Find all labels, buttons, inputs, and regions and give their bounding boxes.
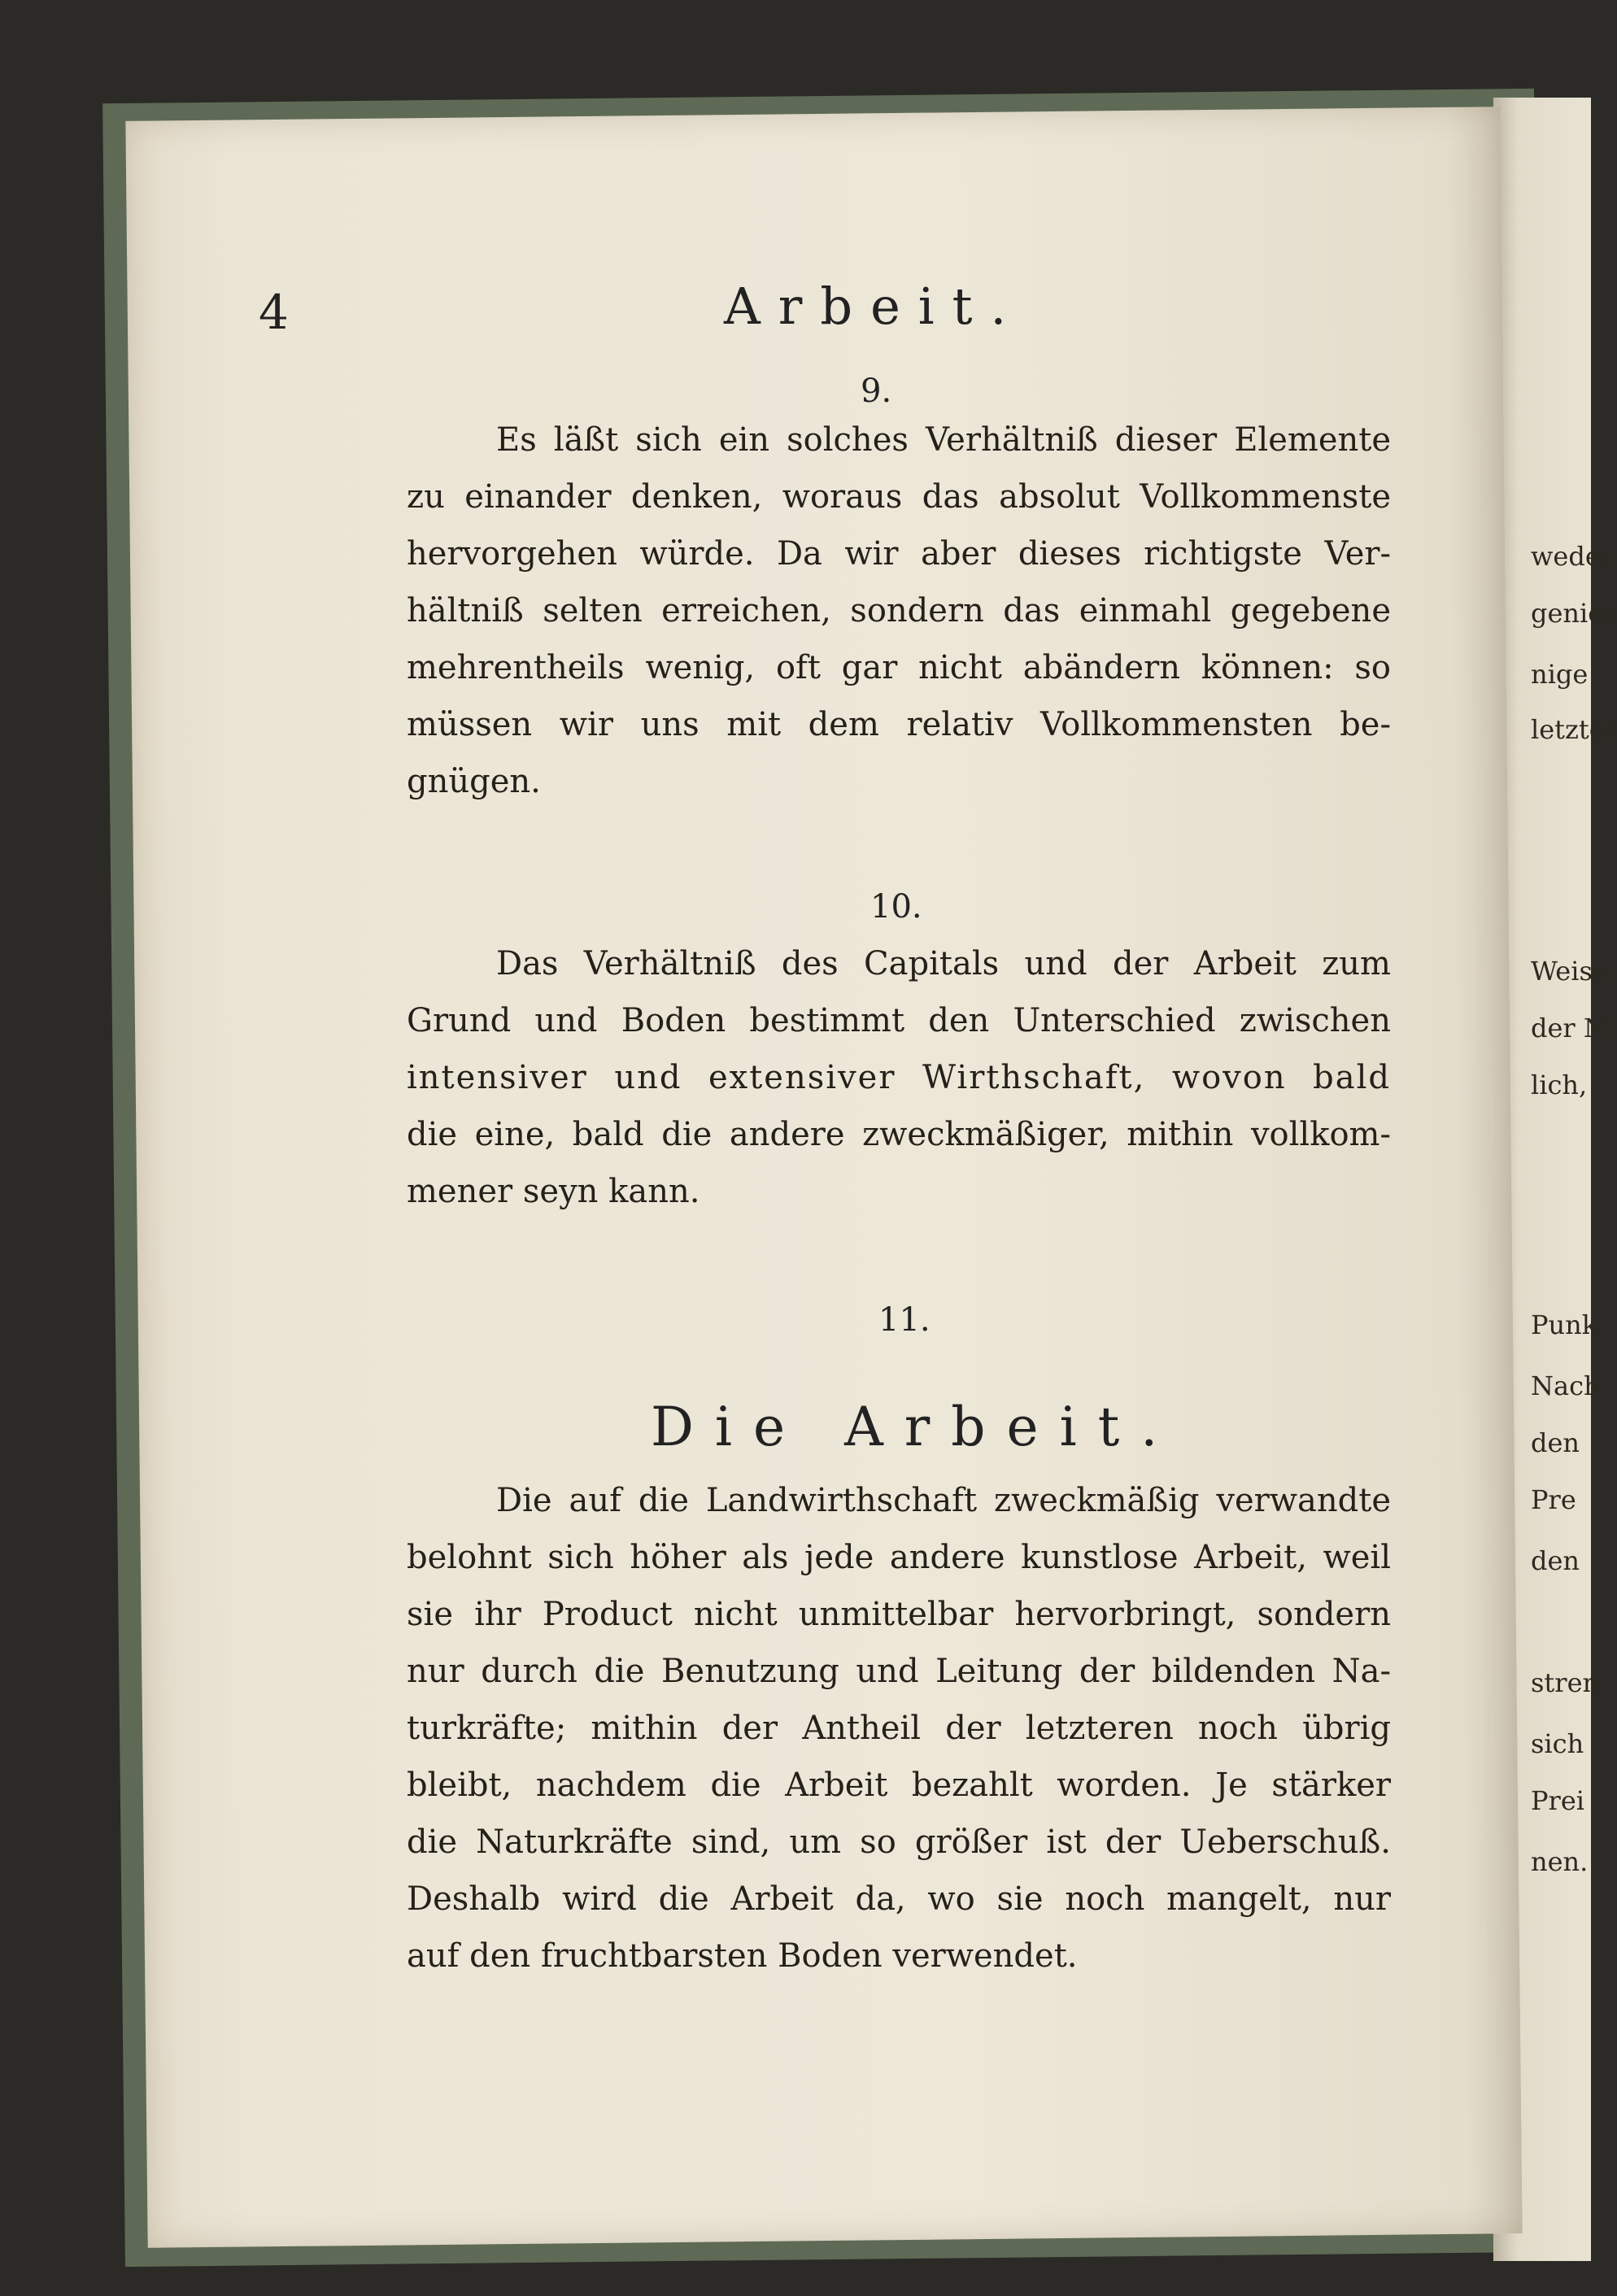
text-line: Es läßt sich ein solches Verhältniß dieser Elemente — [496, 421, 1391, 459]
page-number: 4 — [259, 285, 289, 340]
next-page-fragment: Prei — [1531, 1785, 1584, 1816]
next-page-fragment: Weise — [1531, 956, 1608, 987]
next-page-fragment: genies — [1531, 598, 1617, 629]
text-line: belohnt sich höher als jede andere kunstlose Arbeit, weil — [407, 1539, 1391, 1576]
next-page-fragment: der N — [1531, 1013, 1606, 1043]
text-line: hervorgehen würde. Da wir aber dieses richtigste Ver- — [407, 535, 1391, 573]
next-page-fragment: Punk — [1531, 1309, 1598, 1340]
section-number: 9. — [861, 373, 892, 410]
section-number: 10. — [870, 888, 922, 926]
next-page-fragment: sich — [1531, 1728, 1584, 1759]
next-page-fragment: letzter — [1531, 714, 1617, 745]
text-line: Die auf die Landwirthschaft zweckmäßig verwandte — [496, 1482, 1391, 1519]
text-line: hältniß selten erreichen, sondern das einmahl gegebene — [407, 592, 1391, 630]
text-line: intensiver und extensiver Wirthschaft, wovon bald — [407, 1059, 1391, 1096]
text-line: gnügen. — [407, 763, 541, 800]
next-page-fragment: nige — [1531, 659, 1589, 690]
next-page-fragment: weder — [1531, 541, 1614, 572]
text-line: müssen wir uns mit dem relativ Vollkommensten be- — [407, 706, 1391, 743]
text-line: Grund und Boden bestimmt den Unterschied zwischen — [407, 1002, 1391, 1039]
text-line: zu einander denken, woraus das absolut Vollkommenste — [407, 478, 1391, 516]
text-line: auf den fruchtbarsten Boden verwendet. — [407, 1937, 1078, 1975]
text-line: die Naturkräfte sind, um so größer ist der Ueberschuß. — [407, 1823, 1391, 1861]
next-page-fragment: Nach — [1531, 1370, 1601, 1401]
next-page-fragment: den — [1531, 1545, 1580, 1576]
text-line: mener seyn kann. — [407, 1173, 700, 1210]
text-line: turkräfte; mithin der Antheil der letzteren noch übrig — [407, 1710, 1391, 1747]
next-page-fragment: stren — [1531, 1667, 1600, 1698]
next-page-fragment: den — [1531, 1427, 1580, 1458]
next-page-fragment: Pre — [1531, 1484, 1576, 1515]
section-number: 11. — [878, 1301, 931, 1339]
next-page-fragment: lich, — [1531, 1070, 1588, 1100]
text-line: die eine, bald die andere zweckmäßiger, mithin vollkom- — [407, 1116, 1391, 1153]
text-line: mehrentheils wenig, oft gar nicht abändern können: so — [407, 649, 1391, 686]
text-line: bleibt, nachdem die Arbeit bezahlt worden. Je stärker — [407, 1767, 1391, 1804]
running-head: Arbeit. — [724, 277, 1025, 336]
text-line: sie ihr Product nicht unmittelbar hervorbringt, sondern — [407, 1596, 1391, 1633]
text-line: Das Verhältniß des Capitals und der Arbeit zum — [496, 945, 1391, 982]
text-line: Deshalb wird die Arbeit da, wo sie noch mangelt, nur — [407, 1880, 1391, 1918]
section-heading: Die Arbeit. — [651, 1396, 1179, 1458]
next-page-fragment: nen. — [1531, 1846, 1589, 1877]
text-line: nur durch die Benutzung und Leitung der bildenden Na- — [407, 1653, 1391, 1690]
